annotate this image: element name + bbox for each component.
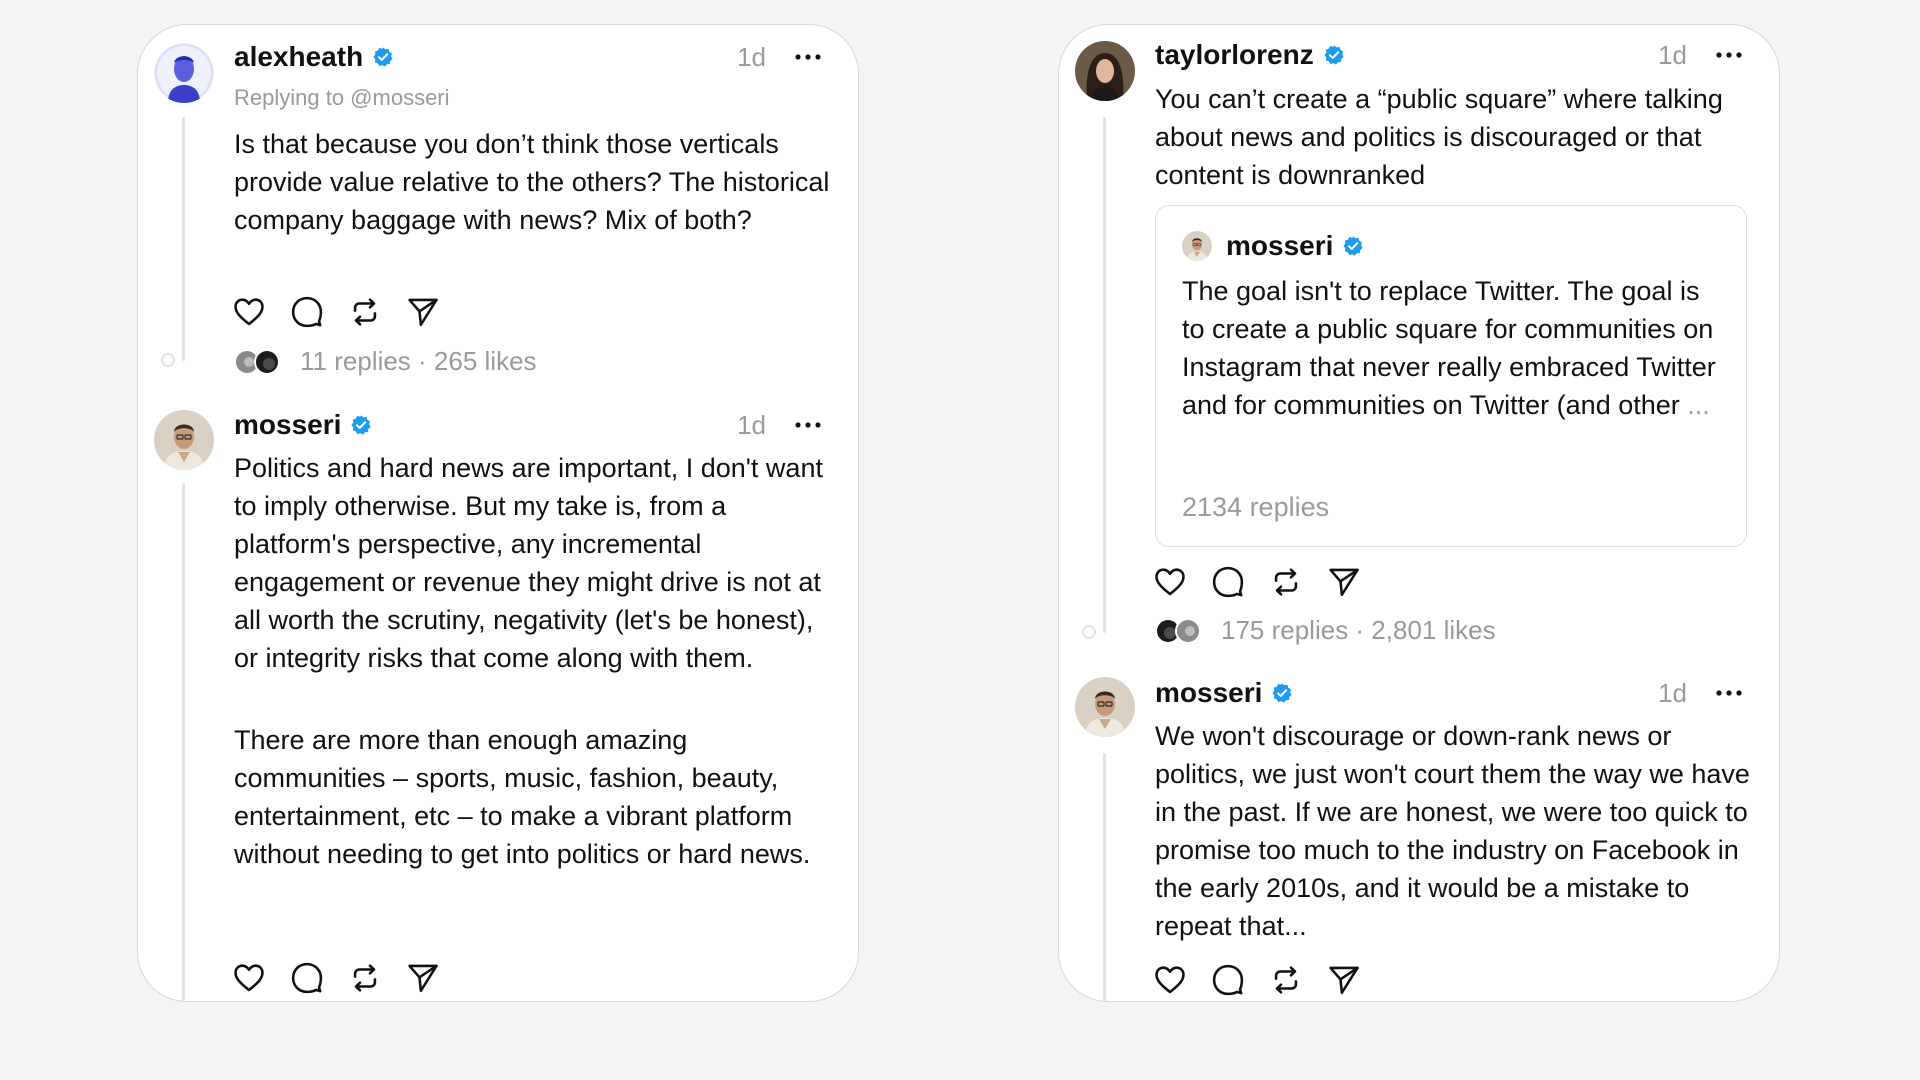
thread-card-right — [1058, 24, 1780, 1002]
quoted-post[interactable] — [1155, 205, 1747, 547]
repost-icon[interactable] — [348, 295, 382, 329]
reply-avatars — [234, 349, 284, 375]
stats-text[interactable]: 11 replies · 265 likes — [300, 346, 537, 376]
send-icon[interactable] — [1327, 565, 1361, 599]
username[interactable]: mosseri — [234, 409, 342, 440]
repost-icon[interactable] — [348, 961, 382, 995]
post-stats — [1155, 615, 1496, 646]
thread-loop-ring — [1082, 625, 1096, 639]
action-bar — [1153, 565, 1361, 599]
verified-badge-icon — [350, 414, 372, 436]
thread-line — [1103, 117, 1106, 633]
username[interactable]: mosseri — [1155, 677, 1263, 708]
thread-line — [1103, 753, 1106, 1002]
post-time: 1d — [1658, 677, 1687, 708]
repost-icon[interactable] — [1269, 565, 1303, 599]
post-stats — [234, 346, 537, 377]
thread-line — [182, 117, 185, 361]
action-bar — [1153, 963, 1361, 997]
verified-badge-icon — [1323, 44, 1345, 66]
reply-to-label[interactable]: Replying to @mosseri — [234, 85, 450, 110]
post-time: 1d — [737, 41, 766, 72]
quoted-text-ellipsis: ... — [1687, 390, 1710, 420]
comment-icon[interactable] — [1211, 565, 1245, 599]
avatar — [1182, 231, 1212, 261]
quoted-text — [1182, 272, 1722, 424]
post-text-paragraph: Is that because you don’t think those verticals provide value relative to the others? The historical company baggage with news? Mix of both? — [234, 129, 830, 235]
avatar[interactable] — [1075, 41, 1135, 101]
post-text-paragraph: Politics and hard news are important, I don't want to imply otherwise. But my take is, from a platform's perspective, any incremental engagement or revenue they might drive is not at all worth the scrutiny, negativity (let's be honest), or integrity risks that come along with them. — [234, 453, 823, 673]
post-text — [1155, 80, 1755, 194]
verified-badge-icon — [1342, 235, 1364, 257]
more-options-icon[interactable] — [1715, 51, 1743, 59]
mini-avatar — [1175, 618, 1201, 644]
heart-icon[interactable] — [232, 961, 266, 995]
post-text-paragraph: There are more than enough amazing communities – sports, music, fashion, beauty, entertainment, etc – to make a vibrant platform without needing to get into politics or hard news. — [234, 725, 811, 869]
post-time: 1d — [1658, 39, 1687, 70]
avatar[interactable] — [154, 43, 214, 103]
username[interactable]: alexheath — [234, 41, 364, 72]
thread-line — [182, 483, 185, 1002]
send-icon[interactable] — [406, 961, 440, 995]
post-text-paragraph: You can’t create a “public square” where talking about news and politics is discouraged or that content is downranked — [1155, 84, 1723, 190]
more-options-icon[interactable] — [794, 53, 822, 61]
mini-avatar — [254, 349, 280, 375]
quoted-replies-count: 2134 replies — [1182, 492, 1330, 522]
comment-icon[interactable] — [290, 295, 324, 329]
more-options-icon[interactable] — [1715, 689, 1743, 697]
reply-avatars — [1155, 618, 1205, 644]
thread-loop-ring — [161, 353, 175, 367]
comment-icon[interactable] — [290, 961, 324, 995]
post-text — [234, 125, 834, 239]
stats-text[interactable]: 175 replies · 2,801 likes — [1221, 615, 1496, 645]
verified-badge-icon — [372, 46, 394, 68]
send-icon[interactable] — [406, 295, 440, 329]
post-text — [234, 449, 834, 873]
heart-icon[interactable] — [1153, 963, 1187, 997]
quoted-text-content: The goal isn't to replace Twitter. The goal is to create a public square for communities on Instagram that never really embraced Twitter and for communities on Twitter (and other — [1182, 276, 1716, 420]
thread-card-left — [137, 24, 859, 1002]
heart-icon[interactable] — [232, 295, 266, 329]
verified-badge-icon — [1271, 682, 1293, 704]
action-bar — [232, 295, 440, 329]
avatar[interactable] — [154, 410, 214, 470]
quoted-username: mosseri — [1226, 230, 1334, 261]
avatar[interactable] — [1075, 677, 1135, 737]
send-icon[interactable] — [1327, 963, 1361, 997]
more-options-icon[interactable] — [794, 421, 822, 429]
comment-icon[interactable] — [1211, 963, 1245, 997]
post-text — [1155, 717, 1755, 945]
action-bar — [232, 961, 440, 995]
repost-icon[interactable] — [1269, 963, 1303, 997]
post-time: 1d — [737, 409, 766, 440]
heart-icon[interactable] — [1153, 565, 1187, 599]
username[interactable]: taylorlorenz — [1155, 39, 1314, 70]
post-text-paragraph: We won't discourage or down-rank news or politics, we just won't court them the way we have in the past. If we are honest, we were too quick to promise too much to the industry on Facebook in the early 2010s, and it would be a mistake to repeat that... — [1155, 721, 1750, 941]
